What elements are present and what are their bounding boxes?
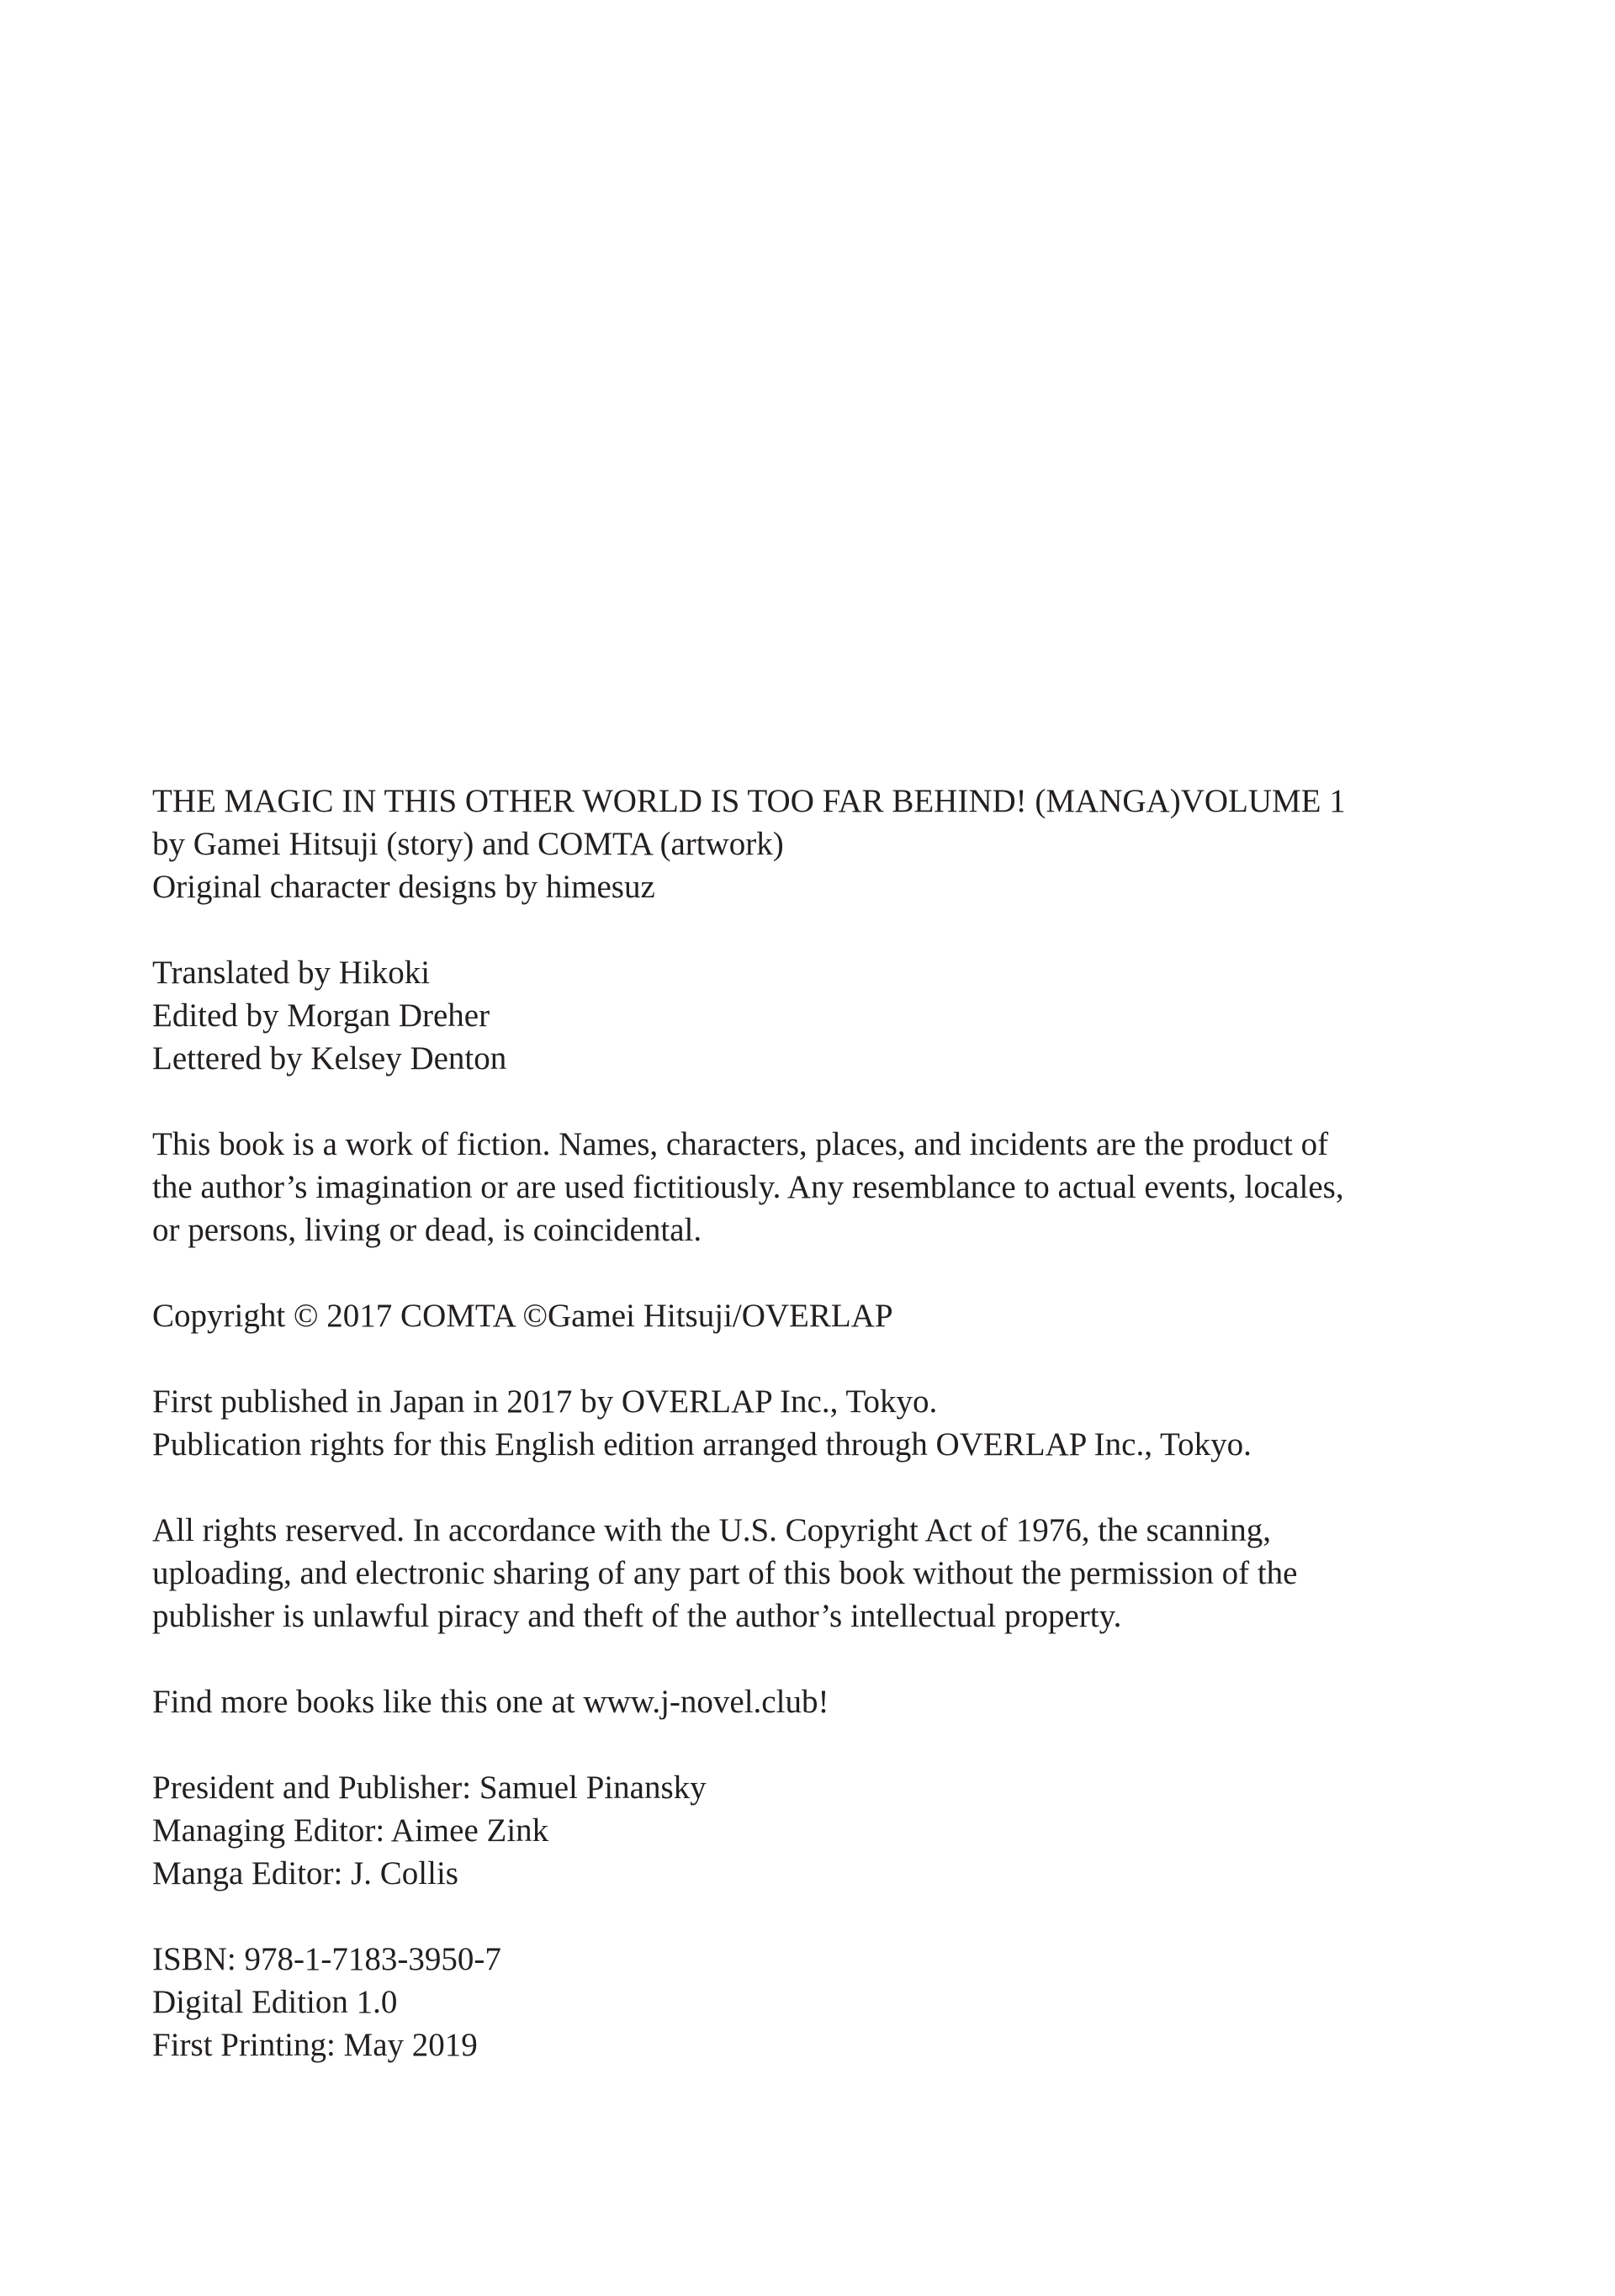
character-design-credit: Original character designs by himesuz xyxy=(152,869,655,905)
staff-block xyxy=(152,1766,1498,1895)
rights-notice-line: uploading, and electronic sharing of any part of this book without the permission of the xyxy=(152,1555,1298,1591)
fiction-notice-line: This book is a work of fiction. Names, characters, places, and incidents are the product of xyxy=(152,1126,1329,1162)
website-line: Find more books like this one at www.j-novel.club! xyxy=(152,1684,829,1720)
rights-notice-line: All rights reserved. In accordance with the U.S. Copyright Act of 1976, the scanning, xyxy=(152,1512,1272,1548)
first-printing-line: First Printing: May 2019 xyxy=(152,2027,478,2063)
copyright-page xyxy=(152,780,1498,2066)
title-block xyxy=(152,780,1498,908)
digital-edition-line: Digital Edition 1.0 xyxy=(152,1984,398,2020)
fiction-notice-line: or persons, living or dead, is coincidental. xyxy=(152,1212,702,1248)
website-block xyxy=(152,1680,1498,1723)
publication-block xyxy=(152,1380,1498,1466)
rights-notice xyxy=(152,1509,1498,1637)
translator-credit: Translated by Hikoki xyxy=(152,955,431,991)
rights-notice-line: publisher is unlawful piracy and theft of the author’s intellectual property. xyxy=(152,1598,1122,1634)
fiction-notice xyxy=(152,1123,1498,1251)
copyright-line: Copyright © 2017 COMTA ©Gamei Hitsuji/OVERLAP xyxy=(152,1298,893,1334)
isbn-line: ISBN: 978-1-7183-3950-7 xyxy=(152,1941,501,1977)
manga-editor-line: Manga Editor: J. Collis xyxy=(152,1855,458,1891)
fiction-notice-line: the author’s imagination or are used fictitiously. Any resemblance to actual events, locales, xyxy=(152,1169,1344,1205)
book-title: THE MAGIC IN THIS OTHER WORLD IS TOO FAR BEHIND! (MANGA)VOLUME 1 xyxy=(152,783,1346,819)
credits-block xyxy=(152,951,1498,1080)
letterer-credit: Lettered by Kelsey Denton xyxy=(152,1040,507,1077)
publisher-line: President and Publisher: Samuel Pinansky xyxy=(152,1770,707,1806)
publication-rights-line: Publication rights for this English edition arranged through OVERLAP Inc., Tokyo. xyxy=(152,1426,1252,1463)
author-credit: by Gamei Hitsuji (story) and COMTA (artwork) xyxy=(152,826,784,862)
managing-editor-line: Managing Editor: Aimee Zink xyxy=(152,1812,549,1849)
edition-block xyxy=(152,1938,1498,2066)
copyright-block xyxy=(152,1294,1498,1337)
first-published-line: First published in Japan in 2017 by OVERLAP Inc., Tokyo. xyxy=(152,1383,938,1420)
editor-credit: Edited by Morgan Dreher xyxy=(152,997,490,1034)
